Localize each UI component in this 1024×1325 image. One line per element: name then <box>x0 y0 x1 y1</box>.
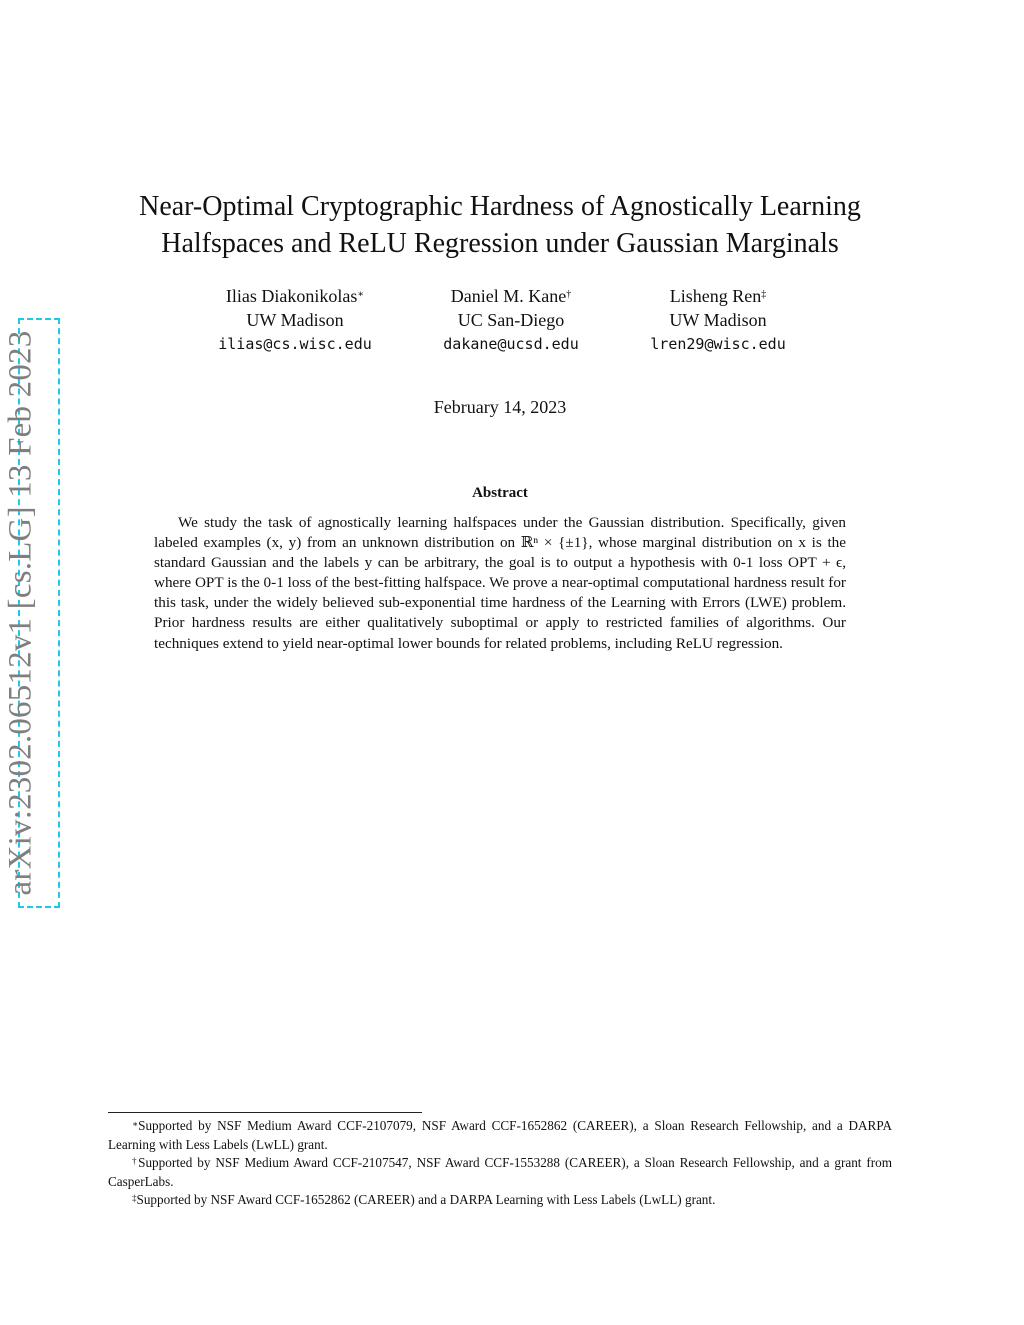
footnotes <box>108 1117 892 1210</box>
author-affiliation: UW Madison <box>246 310 344 330</box>
footnote-1 <box>108 1117 892 1154</box>
footnote-mark: † <box>132 1156 139 1166</box>
author-affiliation: UC San-Diego <box>457 310 565 330</box>
author-block-1 <box>190 284 400 356</box>
footnote-text: Supported by NSF Medium Award CCF-2107547, NSF Award CCF-1553288 (CAREER), a Sloan Research Fellowship, and a grant from CasperLabs. <box>108 1155 893 1189</box>
abstract-text: We study the task of agnostically learning halfspaces under the Gaussian distribution. Specifically, given labeled examples (x, y) from an unknown distribution on ℝⁿ × {±1}, whose marginal distribution on x is the standard Gaussian and the labels y can be arbitrary, the goal is to output a hypothesis with 0-1 loss OPT + ϵ, where OPT is the 0-1 loss of the best-fitting halfspace. We prove a near-optimal computational hardness result for this task, under the widely believed sub-exponential time hardness of the Learning with Errors (LWE) problem. Prior hardness results are either qualitatively suboptimal or apply to restricted families of algorithms. Our techniques extend to yield near-optimal lower bounds for related problems, including ReLU regression. <box>154 514 846 652</box>
footnote-mark: ‡ <box>132 1193 137 1203</box>
author-block-3 <box>613 284 823 356</box>
author-email: dakane@ucsd.edu <box>443 335 579 353</box>
author-footnote-mark: ‡ <box>761 289 767 300</box>
author-name: Ilias Diakonikolas <box>225 286 358 306</box>
author-affiliation: UW Madison <box>669 310 767 330</box>
author-email: ilias@cs.wisc.edu <box>218 335 372 353</box>
author-footnote-mark: † <box>566 289 572 300</box>
paper-title: Near-Optimal Cryptographic Hardness of Agnostically Learning Halfspaces and ReLU Regression under Gaussian Marginals <box>139 191 861 259</box>
arxiv-stamp-text: arXiv:2302.06512v1 [cs.LG] 13 Feb 2023 <box>2 330 39 896</box>
author-name: Daniel M. Kane <box>450 286 567 306</box>
footnote-text: Supported by NSF Medium Award CCF-2107079, NSF Award CCF-1652862 (CAREER), a Sloan Research Fellowship, and a DARPA Learning with Less Labels (LwLL) grant. <box>108 1118 892 1152</box>
footnote-3 <box>108 1191 892 1210</box>
footnote-text: Supported by NSF Award CCF-1652862 (CAREER) and a DARPA Learning with Less Labels (LwLL) grant. <box>136 1192 716 1207</box>
publication-date: February 14, 2023 <box>433 397 567 417</box>
author-name: Lisheng Ren <box>669 286 762 306</box>
author-footnote-mark: ∗ <box>357 289 365 300</box>
footnote-divider <box>108 1112 422 1113</box>
abstract-heading: Abstract <box>472 485 528 501</box>
footnote-mark: ∗ <box>132 1119 139 1129</box>
author-email: lren29@wisc.edu <box>650 335 786 353</box>
footnote-2 <box>108 1154 892 1191</box>
author-block-2 <box>406 284 616 356</box>
